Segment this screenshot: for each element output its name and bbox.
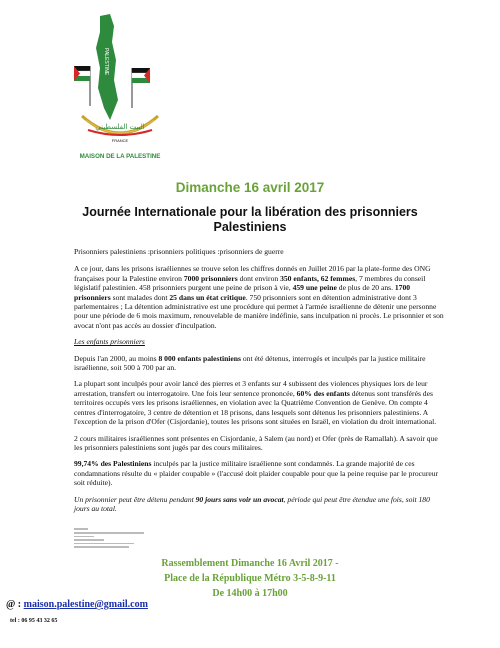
- contact-email: @ : maison.palestine@gmail.com: [6, 599, 148, 610]
- document-body: [74, 247, 444, 520]
- document-title: Journée Internationale pour la libération des prisonniers Palestiniens: [82, 205, 418, 234]
- maison-de-la-palestine-logo: [70, 8, 170, 168]
- paragraph-conviction-rate: 99,74% des Palestiniens inculpés par la justice militaire israélienne sont condamnés. La grande majorité de ces condamnations résulte du « plaider coupable » (l'accusé doit plaider coupable pour que la peine requise par le procureur soit réduite).: [74, 459, 439, 488]
- paragraph-lawyer-access: Un prisonnier peut être détenu pendant 90 jours sans voir un avocat, période qui peut être étendue une fois, soit 180 jours au total.: [74, 494, 430, 513]
- section-title-children: Les enfants prisonniers: [74, 337, 145, 347]
- logo-france: FRANCE: [111, 138, 129, 143]
- rally-announcement: [0, 556, 500, 601]
- rally-line-3: De 14h00 à 17h00: [212, 588, 288, 599]
- logo-name: MAISON DE LA PALESTINE: [79, 153, 161, 160]
- paragraph-intro: A ce jour, dans les prisons israéliennes se trouve selon les chiffres donnés en Juillet 2016 par la plate-forme des ONG françaises pour la Palestine environ 7000 prisonniers dont environ 350 enfants, 62 femmes, 7 membres du conseil législatif palestinien. 458 prisonniers purgent une peine de prison à vie, 459 une peine de plus de 20 ans. 1700 prisonniers sont malades dont 25 dans un état critique. 750 prisonniers sont en détention administrative dont 3 parlementaires ; La détention administrative est une procédure qui permet à l'armée israélienne de détenir une personne pour une période de 6 mois maximum, renouvelable de manière indéfinie, sans inculpation ni procès. Le prisonnier et son avocat n'ont pas accès au dossier d'inculpation.: [74, 264, 444, 330]
- left-flag: [74, 66, 90, 106]
- contact-phone: tel : 06 95 43 32 65: [10, 618, 58, 624]
- logo-arabic-text: البيت الفلسطيني: [95, 123, 145, 131]
- map-vertical-label: PALESTINE: [103, 48, 109, 76]
- paragraph-children-since-2000: Depuis l'an 2000, au moins 8 000 enfants palestiniens ont été détenus, interrogés et inculpés par la justice militaire israélienne, soit 500 à 700 par an.: [74, 353, 426, 373]
- rally-line-2: Place de la République Métro 3-5-8-9-11: [164, 573, 336, 584]
- event-date: Dimanche 16 avril 2017: [175, 180, 325, 195]
- email-link[interactable]: maison.palestine@gmail.com: [23, 599, 148, 610]
- right-flag: [132, 68, 150, 108]
- paragraph-arrests: La plupart sont inculpés pour avoir lancé des pierres et 3 enfants sur 4 subissent des violences physiques lors de leur arrestation, transfert ou interrogatoire. Une fois leur sentence prononcée, 60% des enfants détenus sont transférés des territoires occupés vers les prisons israéliennes, en violation avec la Quatrième Convention de Genève. On compte 4 centres d'interrogatoire, 3 centre de détention et 18 prisons, dans lesquels sont détenus les prisonniers palestiniens. A l'exception de la prison d'Ofer (Cisjordanie), toutes les prisons sont situées en Israël, en violation du droit international.: [74, 379, 437, 427]
- rally-line-1: Rassemblement Dimanche 16 Avril 2017 -: [161, 558, 339, 569]
- paragraph-military-courts: 2 cours militaires israéliennes sont présentes en Cisjordanie, à Salem (au nord) et Ofer (près de Ramallah). A savoir que les prisonniers palestiniens sont jugés par des cours militaires.: [74, 433, 438, 452]
- tags-line: Prisonniers palestiniens :prisonniers politiques :prisonniers de guerre: [74, 247, 284, 256]
- fine-print-block: [74, 528, 154, 550]
